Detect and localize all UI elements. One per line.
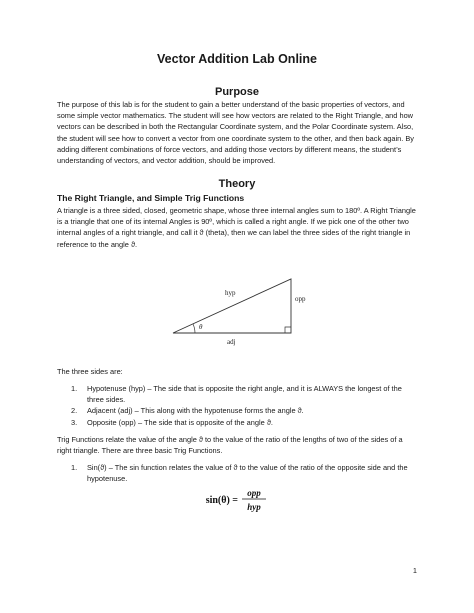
list-text: Hypotenuse (hyp) – The side that is opposite the right angle, and it is ALWAYS the longest of the three sides. [87,384,402,405]
list-number: 3. [71,417,78,427]
right-triangle-figure [165,276,315,348]
hyp-label: hyp [225,289,236,297]
adj-label: adj [227,338,236,346]
purpose-paragraph: The purpose of this lab is for the student to gain a better understand of the basic properties of vectors, and some simple vector mathematics. The student will see how vectors are related to the Right Triangle, and how vectors can be described in both the Rectangular Coordinate system, and the Polar Coordinate system. Also, the student will see how to convert a vector from one coordinate system to the other, and then back again. By adding different combinations of force vectors, and adding those vectors by different means, the student’s understanding of vectors, and vector addition, should be improved. [57,100,415,166]
sides-intro: The three sides are: [57,367,123,376]
formula-numerator: opp [247,488,261,498]
section-subheading: The Right Triangle, and Simple Trig Functions [57,193,245,203]
list-text: Opposite (opp) – The side that is opposite of the angle ϑ. [87,417,273,427]
list-number: 1. [71,463,78,472]
trig-intro: Trig Functions relate the value of the angle ϑ to the value of the ratio of the lengths of two of the sides of a right triangle. There are three basic Trig Functions. [57,435,403,456]
sides-list [71,383,417,428]
list-item [71,462,417,484]
right-angle-marker [285,327,291,333]
list-number: 2. [71,406,78,416]
list-item [71,383,417,405]
list-text: Adjacent (adj) – This along with the hypotenuse forms the angle ϑ. [87,406,304,416]
list-item [71,405,417,416]
purpose-heading: Purpose [214,86,259,98]
list-text: Sin(ϑ) – The sin function relates the value of ϑ to the value of the ratio of the opposite side and the hypotenuse. [87,463,408,484]
opp-label: opp [295,295,306,303]
page-title: Vector Addition Lab Online [157,52,317,66]
formula-lhs: sin(θ) = [205,495,238,506]
trig-list [71,462,417,484]
angle-arc [193,324,195,333]
list-item [71,417,417,428]
list-number: 1. [71,384,78,393]
sine-formula [0,486,474,514]
theory-heading: Theory [218,178,256,190]
formula-denominator: hyp [247,502,261,512]
page-number: 1 [412,566,417,575]
triangle-shape [173,279,291,333]
theory-paragraph: A triangle is a three sided, closed, geometric shape, whose three internal angles sum to 180º. A Right Triangle is a triangle that one of its internal Angles is 90º, which is called a right angle. If we pick one of the other two internal angles of a right triangle, and call it ϑ (theta), then we can label the three sides of the right triangle in reference to the angle ϑ. [57,206,416,249]
theta-label: θ [199,323,203,331]
